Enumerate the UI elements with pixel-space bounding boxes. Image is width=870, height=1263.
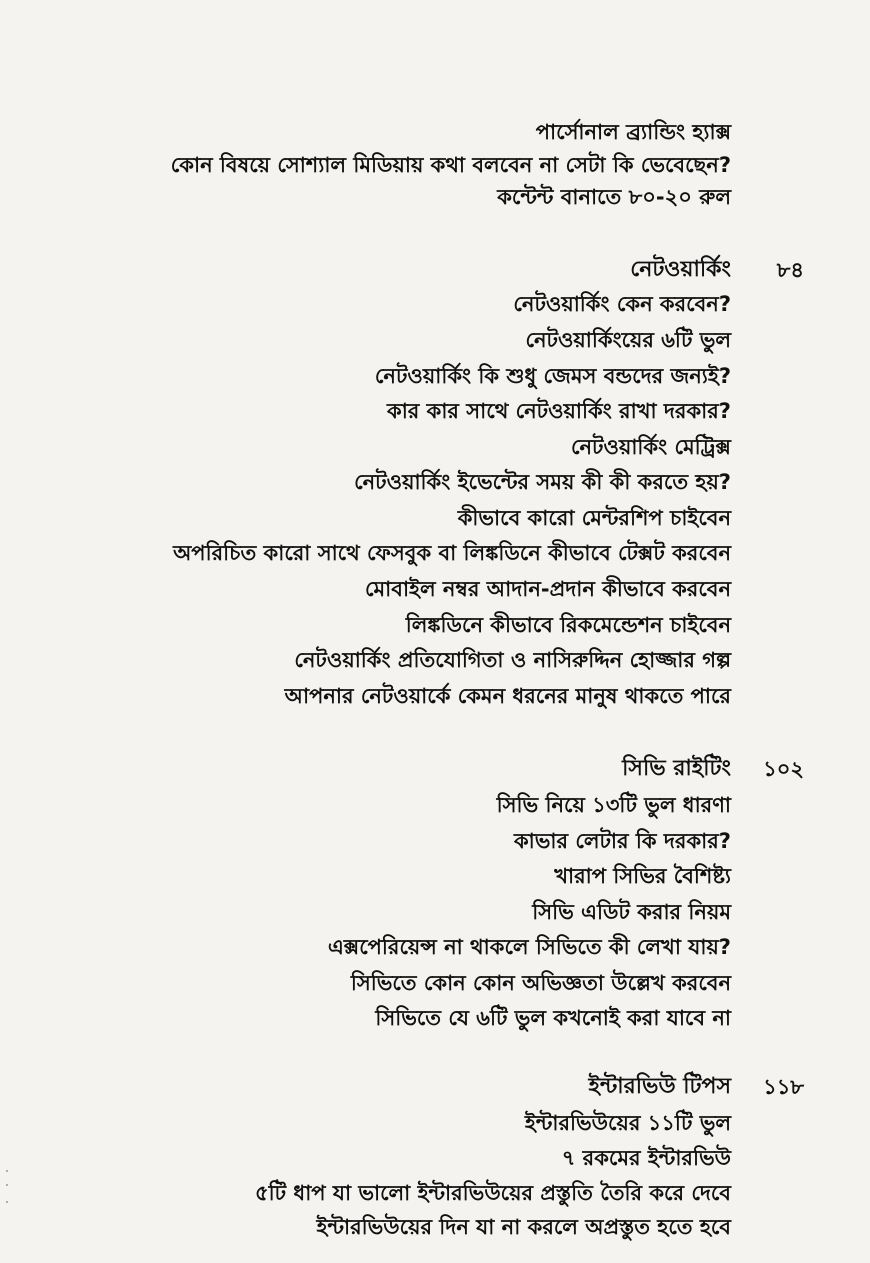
toc-item: কোন বিষয়ে সোশ্যাল মিডিয়ায় কথা বলবেন না সেটা কি ভেবেছেন?: [170, 153, 731, 177]
scan-speck: [6, 1201, 8, 1203]
toc-item: মোবাইল নম্বর আদান-প্রদান কীভাবে করবেন: [365, 577, 731, 601]
toc-item: নেটওয়ার্কিং কি শুধু জেমস বন্ডদের জন্যই?: [374, 364, 731, 388]
toc-item: ইন্টারভিউয়ের দিন যা না করলে অপ্রস্তুত হতে হবে: [316, 1215, 731, 1239]
toc-item: সিভি নিয়ে ১৩টি ভুল ধারণা: [496, 793, 731, 817]
toc-item: ৭ রকমের ইন্টারভিউ: [561, 1146, 731, 1170]
toc-item: সিভিতে কোন কোন অভিজ্ঞতা উল্লেখ করবেন: [350, 971, 731, 995]
section-page-number: ৮৪: [776, 258, 804, 282]
toc-item: নেটওয়ার্কিং ইভেন্টের সময় কী কী করতে হয়?: [354, 470, 731, 494]
section-title-networking: নেটওয়ার্কিং: [630, 257, 731, 282]
toc-item: অপরিচিত কারো সাথে ফেসবুক বা লিঙ্কডিনে কীভাবে টেক্সট করবেন: [173, 541, 731, 565]
scan-speck: [6, 1170, 8, 1172]
toc-item: কাভার লেটার কি দরকার?: [513, 829, 731, 853]
section-title-cv-writing: সিভি রাইটিং: [622, 756, 731, 781]
toc-item: কীভাবে কারো মেন্টরশিপ চাইবেন: [457, 506, 731, 530]
section-title-interview-tips: ইন্টারভিউ টিপস: [588, 1074, 731, 1099]
toc-item: সিভি এডিট করার নিয়ম: [532, 900, 731, 924]
scan-speck: [6, 1184, 8, 1186]
toc-item: নেটওয়ার্কিং প্রতিযোগিতা ও নাসিরুদ্দিন হোজ্জার গল্প: [294, 648, 731, 672]
toc-item: আপনার নেটওয়ার্কে কেমন ধরনের মানুষ থাকতে পারে: [284, 684, 731, 708]
section-page-number: ১০২: [763, 757, 804, 781]
toc-item: নেটওয়ার্কিংয়ের ৬টি ভুল: [525, 328, 731, 352]
toc-item: কন্টেন্ট বানাতে ৮০-২০ রুল: [497, 185, 731, 209]
toc-item: নেটওয়ার্কিং মেট্রিক্স: [571, 435, 731, 459]
toc-item: খারাপ সিভির বৈশিষ্ট্য: [554, 864, 731, 888]
toc-item: ৫টি ধাপ যা ভালো ইন্টারভিউয়ের প্রস্তুতি তৈরি করে দেবে: [255, 1181, 731, 1205]
toc-item: ইন্টারভিউয়ের ১১টি ভুল: [524, 1111, 731, 1135]
toc-item: এক্সপেরিয়েন্স না থাকলে সিভিতে কী লেখা যায়?: [327, 935, 731, 959]
section-page-number: ১১৮: [763, 1075, 804, 1099]
toc-item: কার কার সাথে নেটওয়ার্কিং রাখা দরকার?: [387, 399, 731, 423]
toc-item: নেটওয়ার্কিং কেন করবেন?: [513, 292, 731, 316]
toc-item: পার্সোনাল ব্র্যান্ডিং হ্যাক্স: [535, 120, 731, 144]
toc-item: সিভিতে যে ৬টি ভুল কখনোই করা যাবে না: [375, 1006, 731, 1030]
toc-item: লিঙ্কডিনে কীভাবে রিকমেন্ডেশন চাইবেন: [405, 613, 731, 637]
